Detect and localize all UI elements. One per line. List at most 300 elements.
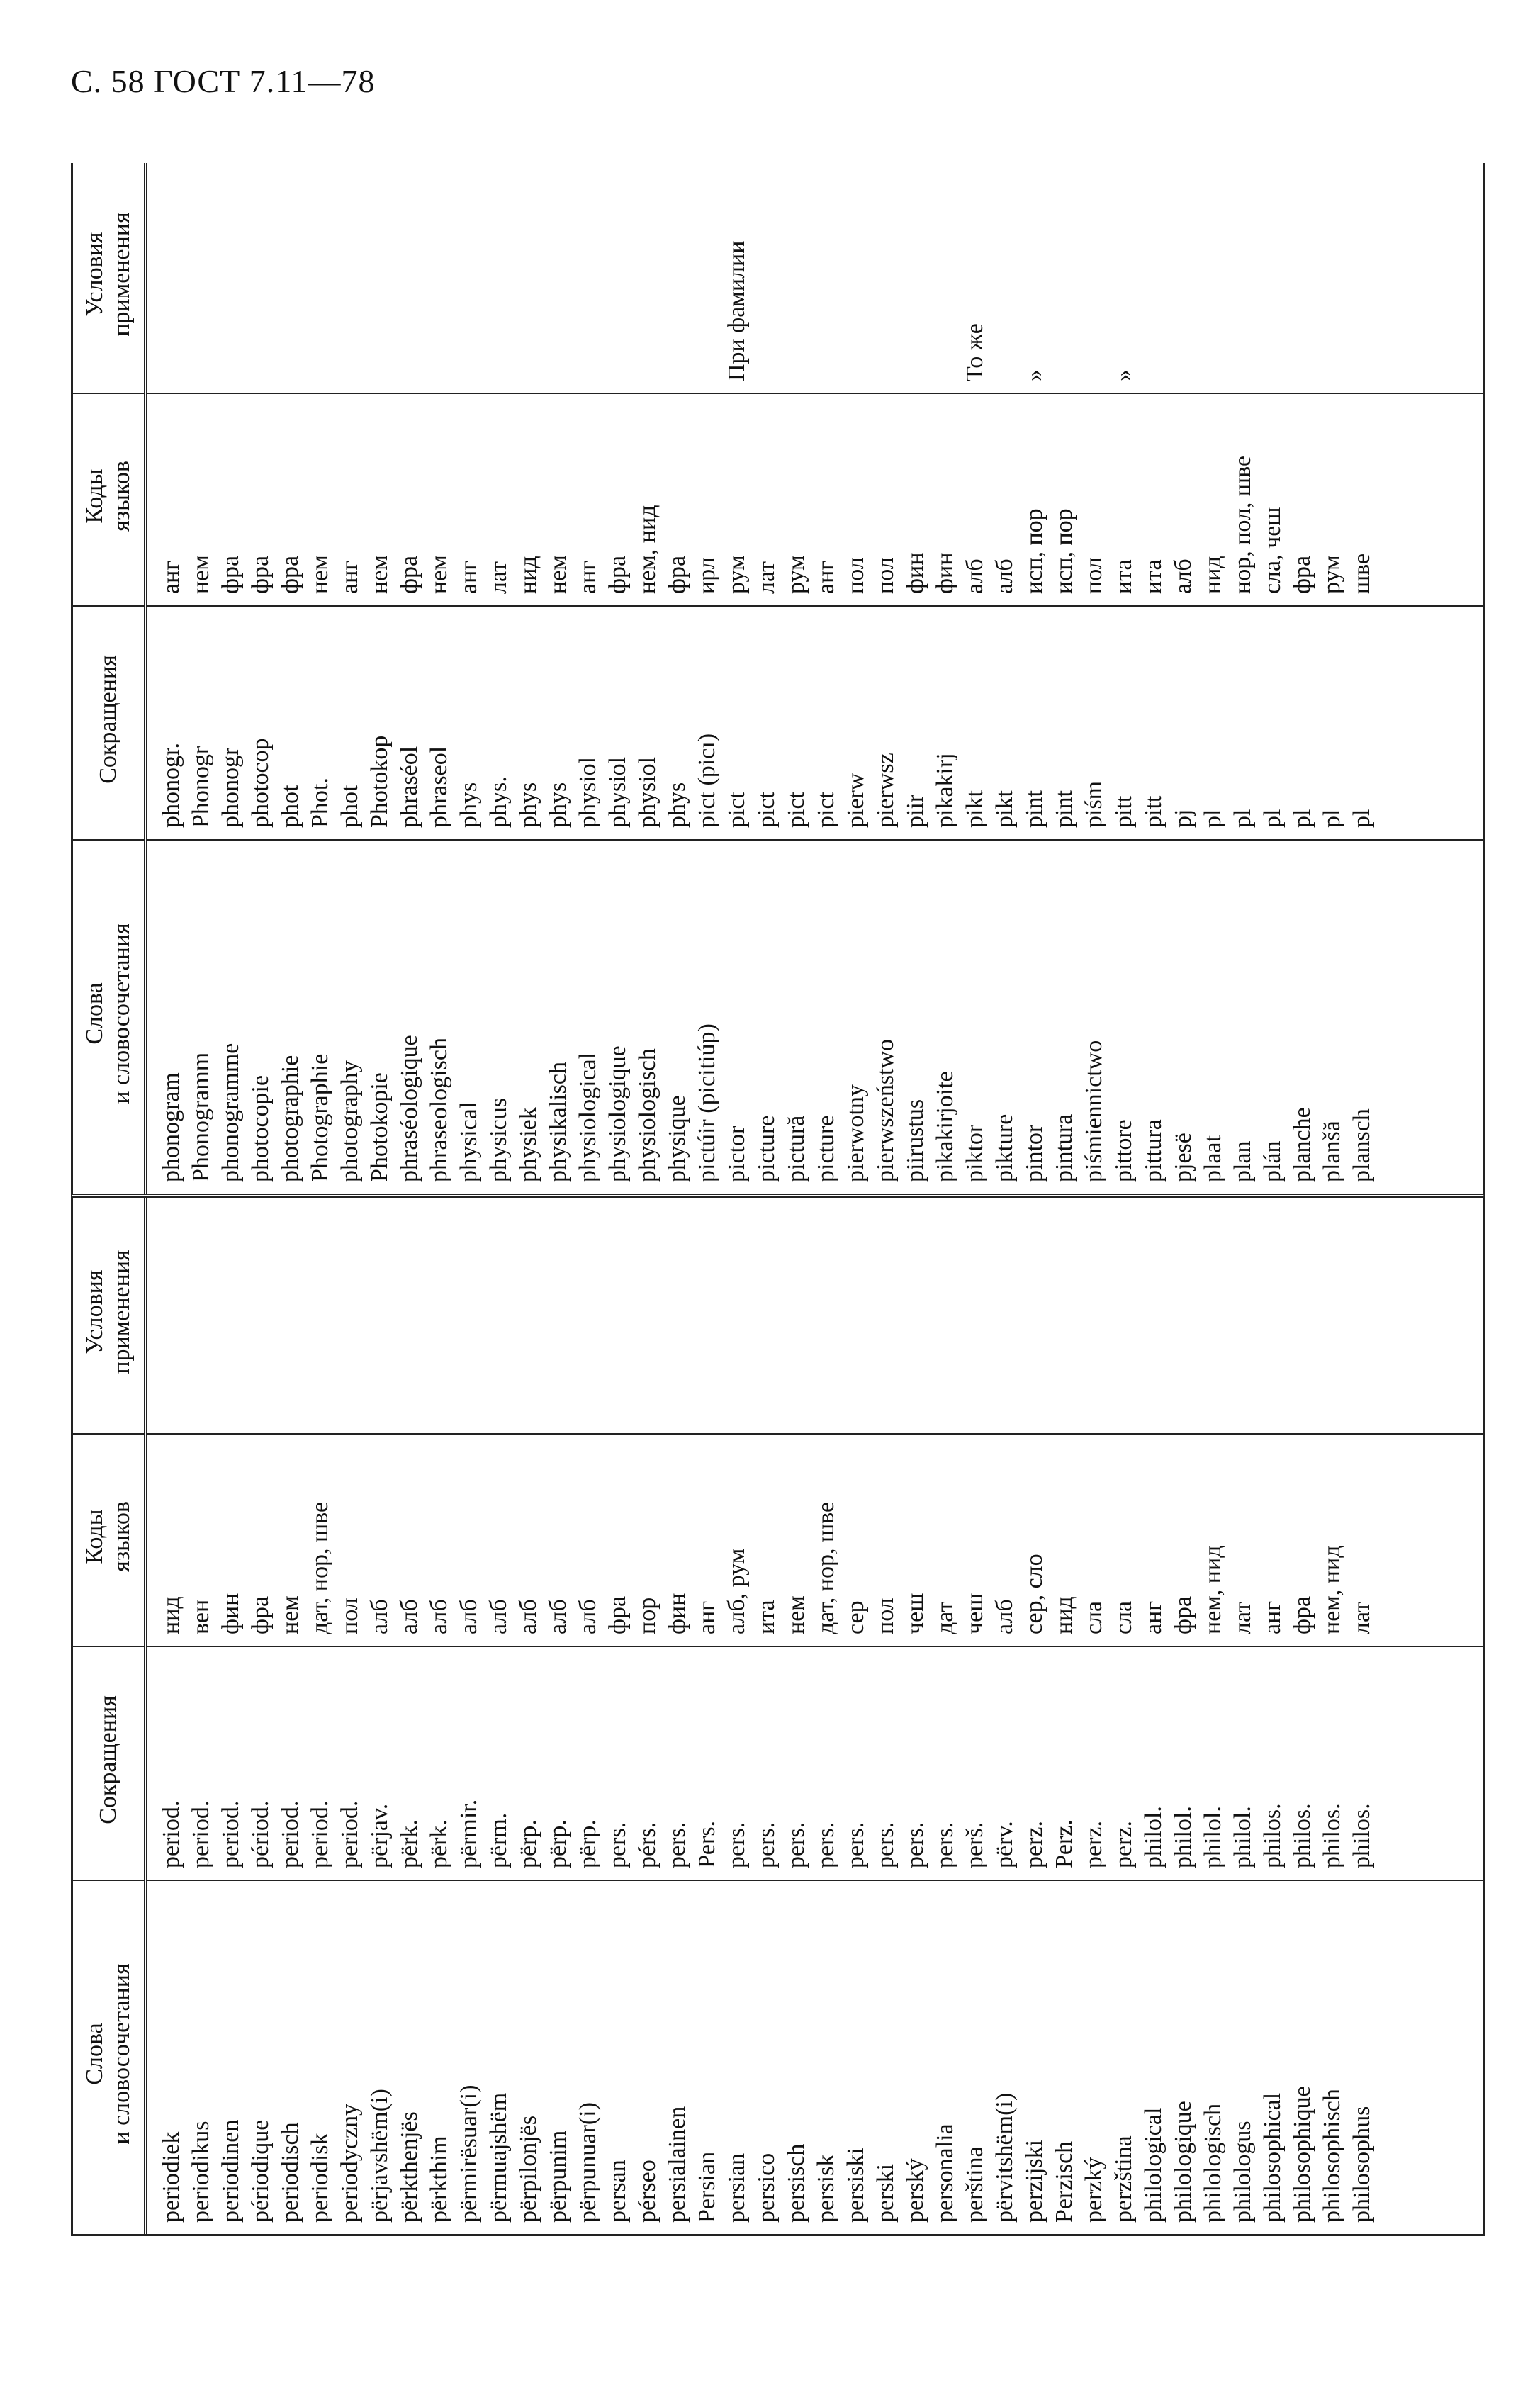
table-cell-code: дат [932, 1601, 958, 1634]
table-cell-abbr: perz. [1111, 1820, 1137, 1868]
table-cell-abbr: përm. [485, 1812, 512, 1868]
table-cell-cond [633, 163, 663, 381]
table-cell-code: сер [843, 1600, 869, 1634]
table-cell-cond [157, 163, 186, 381]
table-cell-code: нем [426, 555, 452, 594]
table-cell-code: алб [485, 1599, 512, 1634]
table-cell-word: periodikus [188, 2121, 214, 2223]
table-cell-code: анг [575, 560, 601, 594]
table-cell-abbr: përp. [545, 1819, 571, 1868]
table-cell-abbr: përp. [515, 1819, 541, 1868]
table-cell-abbr: pict [753, 792, 780, 828]
table-cell-code: фин [902, 552, 928, 594]
table-cell-word: philosophisch [1319, 2089, 1345, 2223]
col-words-right [147, 839, 1483, 1194]
table-cell-abbr: pikakirj [932, 753, 958, 828]
table-cell-code: ита [753, 1600, 780, 1634]
table-cell-abbr: perš. [962, 1821, 988, 1868]
table-cell-word: personalia [932, 2123, 958, 2223]
table-cell-code: сла [1111, 1600, 1137, 1634]
table-cell-cond [752, 1198, 782, 1422]
table-cell-cond [663, 1198, 692, 1422]
table-cell-abbr: perz. [1081, 1820, 1107, 1868]
col-conditions-right [147, 163, 1483, 393]
table-cell-word: phraséologique [396, 1035, 422, 1182]
table-cell-cond [603, 1198, 633, 1422]
table-cell-cond [1169, 163, 1198, 381]
table-cell-code: нем, нид [1319, 1545, 1345, 1634]
table-cell-cond [1198, 163, 1228, 381]
table-cell-code: пор [634, 1597, 661, 1634]
table-cell-abbr: Phonogr [188, 746, 214, 828]
table-cell-abbr: physiol [575, 756, 601, 828]
table-cell-word: photocopie [247, 1074, 274, 1182]
table-cell-word: planšă [1319, 1121, 1345, 1182]
table-cell-abbr: pl [1200, 809, 1226, 828]
table-cell-cond [514, 163, 544, 381]
table-cell-word: physical [456, 1101, 482, 1182]
table-cell-abbr: phot [277, 785, 303, 828]
table-cell-cond [573, 163, 603, 381]
table-cell-abbr: period. [337, 1800, 363, 1868]
table-cell-abbr: pint [1051, 790, 1077, 828]
table-cell-code: дат, нор, шве [813, 1501, 839, 1634]
table-cell-cond [1109, 1198, 1139, 1422]
table-cell-word: pittore [1111, 1119, 1137, 1182]
table-cell-cond [1347, 163, 1377, 381]
table-cell-code: анг [456, 560, 482, 594]
table-cell-code: нид [515, 556, 541, 594]
abbreviation-table [71, 163, 1485, 2236]
header-words: Слова и словосочетания [73, 1880, 144, 2234]
table-cell-code: нем [188, 555, 214, 594]
table-cell-cond [573, 1198, 603, 1422]
table-cell-cond [1258, 1198, 1288, 1422]
table-cell-word: periodisk [307, 2133, 333, 2223]
table-cell-cond [1139, 163, 1169, 381]
table-cell-code: вен [188, 1599, 214, 1634]
table-cell-abbr: Photokop [366, 735, 393, 828]
table-cell-cond [663, 163, 692, 381]
table-cell-word: persisk [813, 2154, 839, 2223]
table-cell-abbr: périod. [247, 1800, 274, 1868]
table-cell-abbr: piir [902, 794, 928, 828]
table-cell-cond [395, 1198, 425, 1422]
table-cell-word: përkthim [426, 2135, 452, 2223]
table-cell-cond [811, 163, 841, 381]
table-cell-cond [365, 163, 395, 381]
table-cell-word: physiek [515, 1107, 541, 1182]
table-cell-code: сер, сло [1021, 1554, 1047, 1634]
table-cell-abbr: philol. [1230, 1806, 1256, 1868]
table-cell-cond [365, 1198, 395, 1422]
table-cell-code: анг [694, 1600, 720, 1634]
table-cell-abbr: Perz. [1051, 1819, 1077, 1868]
table-cell-code: анг [1140, 1600, 1167, 1634]
table-cell-word: phonogramme [218, 1043, 244, 1182]
header-words: Слова и словосочетания [73, 839, 144, 1194]
table-cell-word: physicus [485, 1098, 512, 1182]
table-cell-word: perzký [1081, 2157, 1107, 2223]
col-abbreviations-right [147, 605, 1483, 839]
table-cell-word: physikalisch [545, 1062, 571, 1182]
table-cell-abbr: pikt [962, 790, 988, 828]
table-cell-word: perski [872, 2163, 899, 2223]
table-cell-code: фра [277, 555, 303, 594]
table-cell-abbr: pl [1230, 809, 1256, 828]
table-cell-cond: » [1021, 369, 1047, 381]
table-cell-abbr: perz. [1021, 1820, 1047, 1868]
table-cell-word: pictor [724, 1125, 750, 1182]
table-cell-cond [484, 163, 514, 381]
table-cell-cond [395, 163, 425, 381]
table-cell-word: pierwotny [843, 1084, 869, 1182]
table-cell-word: Persian [694, 2151, 720, 2223]
table-cell-abbr: pers. [843, 1821, 869, 1868]
table-cell-cond [276, 163, 305, 381]
table-cell-cond [692, 1198, 722, 1422]
table-cell-word: pintor [1021, 1124, 1047, 1182]
table-cell-word: përpunuar(i) [575, 2102, 601, 2223]
table-cell-cond [1258, 163, 1288, 381]
table-cell-cond [305, 163, 335, 381]
table-cell-cond [1288, 163, 1317, 381]
table-cell-abbr: phys [456, 782, 482, 828]
table-cell-word: persico [753, 2152, 780, 2223]
table-cell-word: perský [902, 2158, 928, 2223]
table-cell-abbr: period. [307, 1800, 333, 1868]
table-right-half [71, 163, 1485, 1198]
table-cell-cond [633, 1198, 663, 1422]
table-cell-cond [335, 163, 365, 381]
table-cell-cond [960, 1198, 990, 1422]
table-cell-code: фра [247, 1595, 274, 1634]
table-cell-code: сла [1081, 1600, 1107, 1634]
table-cell-word: pittura [1140, 1119, 1167, 1182]
table-cell-abbr: phys [664, 782, 690, 828]
table-cell-code: рум [724, 555, 750, 594]
table-cell-word: plansch [1349, 1108, 1375, 1182]
table-cell-code: нем, нид [634, 505, 661, 594]
table-cell-code: ита [1140, 559, 1167, 594]
header-abbreviations: Сокращения [73, 605, 144, 839]
table-cell-cond [1228, 163, 1258, 381]
table-cell-code: фин [932, 552, 958, 594]
table-cell-code: рум [783, 555, 809, 594]
table-cell-abbr: pers. [783, 1821, 809, 1868]
table-cell-word: përvitshëm(i) [991, 2092, 1018, 2223]
table-cell-code: ита [1111, 559, 1137, 594]
page-header: С. 58 ГОСТ 7.11—78 [71, 63, 376, 99]
table-cell-code: фра [1170, 1595, 1196, 1634]
table-cell-code: алб [575, 1599, 601, 1634]
table-cell-cond [454, 163, 484, 381]
table-cell-cond [722, 1198, 752, 1422]
table-cell-cond [425, 1198, 454, 1422]
table-cell-code: нем [545, 555, 571, 594]
table-cell-abbr: pitt [1111, 795, 1137, 828]
table-cell-cond [1347, 1198, 1377, 1422]
table-cell-code: фра [605, 1595, 631, 1634]
table-cell-word: perzština [1111, 2135, 1137, 2223]
table-cell-code: рум [1319, 555, 1345, 594]
table-cell-word: Perzisch [1051, 2140, 1077, 2223]
table-left-half [71, 1198, 1485, 2236]
table-cell-abbr: Phot. [307, 778, 333, 828]
table-cell-code: алб [456, 1599, 482, 1634]
table-cell-word: Photographie [307, 1053, 333, 1182]
table-cell-code: нем [277, 1595, 303, 1634]
table-cell-code: нем [783, 1595, 809, 1634]
table-cell-code: лат [1230, 1601, 1256, 1634]
table-cell-abbr: pl [1349, 809, 1375, 828]
table-cell-word: pictură [783, 1115, 809, 1182]
table-cell-code: алб, рум [724, 1548, 750, 1634]
table-cell-code: алб [991, 558, 1018, 594]
table-cell-word: philosophical [1259, 2092, 1286, 2223]
table-cell-cond [1139, 1198, 1169, 1422]
table-cell-code: нид [1200, 556, 1226, 594]
table-cell-word: physiological [575, 1052, 601, 1182]
table-cell-word: Phonogramm [188, 1052, 214, 1182]
table-cell-word: pintura [1051, 1113, 1077, 1182]
table-cell-abbr: pikt [991, 790, 1018, 828]
table-cell-word: persian [724, 2152, 750, 2223]
table-cell-word: picture [813, 1115, 839, 1182]
table-cell-code: лат [1349, 1601, 1375, 1634]
table-cell-code: нор, пол, шве [1230, 455, 1256, 594]
table-cell-abbr: philos. [1349, 1803, 1375, 1868]
table-cell-abbr: pict [724, 792, 750, 828]
table-cell-cond [1317, 163, 1347, 381]
table-header-left [73, 1198, 147, 2234]
table-cell-abbr: pers. [664, 1821, 690, 1868]
table-cell-cond [871, 163, 901, 381]
table-cell-word: përpilonjës [515, 2115, 541, 2223]
table-cell-abbr: pers. [813, 1821, 839, 1868]
table-cell-cond [276, 1198, 305, 1422]
table-cell-cond [1169, 1198, 1198, 1422]
table-cell-word: photographie [277, 1055, 303, 1182]
table-cell-code: нем [366, 555, 393, 594]
table-cell-abbr: philos. [1289, 1803, 1315, 1868]
table-cell-word: plan [1230, 1140, 1256, 1182]
table-cell-cond [216, 163, 246, 381]
table-cell-cond [841, 163, 871, 381]
table-cell-cond [1198, 1198, 1228, 1422]
table-cell-cond [811, 1198, 841, 1422]
table-cell-cond [1079, 1198, 1109, 1422]
table-cell-word: perština [962, 2146, 988, 2223]
table-cell-code: фра [247, 555, 274, 594]
table-cell-abbr: pl [1289, 809, 1315, 828]
table-cell-cond [841, 1198, 871, 1422]
table-cell-code: дат, нор, шве [307, 1501, 333, 1634]
table-cell-word: physiologisch [634, 1048, 661, 1182]
table-cell-cond [990, 1198, 1020, 1422]
table-cell-abbr: period. [158, 1800, 184, 1868]
table-cell-abbr: philol. [1200, 1806, 1226, 1868]
table-cell-code: сла, чеш [1259, 507, 1286, 594]
table-cell-abbr: philos. [1259, 1803, 1286, 1868]
table-cell-cond [454, 1198, 484, 1422]
table-cell-word: phraseologisch [426, 1038, 452, 1182]
table-cell-code: алб [515, 1599, 541, 1634]
table-cell-word: pikture [991, 1113, 1018, 1182]
table-cell-cond [901, 1198, 931, 1422]
table-cell-abbr: phraséol [396, 746, 422, 828]
table-cell-code: нид [1051, 1596, 1077, 1634]
table-cell-code: пол [1081, 557, 1107, 594]
table-cell-code: алб [426, 1599, 452, 1634]
table-cell-code: алб [545, 1599, 571, 1634]
table-cell-abbr: period. [188, 1800, 214, 1868]
table-cell-abbr: pj [1170, 809, 1196, 828]
header-abbreviations: Сокращения [73, 1646, 144, 1880]
table-cell-word: përpunim [545, 2130, 571, 2223]
table-cell-word: photography [337, 1060, 363, 1182]
table-cell-word: philosophique [1289, 2086, 1315, 2223]
table-cell-cond [1050, 163, 1079, 381]
table-cell-word: persiski [843, 2148, 869, 2223]
col-language-codes-right [147, 393, 1483, 605]
table-cell-code: шве [1349, 553, 1375, 594]
table-cell-word: plán [1259, 1140, 1286, 1182]
table-cell-cond [990, 163, 1020, 381]
table-cell-word: periodinen [218, 2119, 244, 2223]
table-cell-abbr: pers. [605, 1821, 631, 1868]
table-cell-word: perzijski [1021, 2139, 1047, 2223]
table-cell-word: përmirësuar(i) [456, 2084, 482, 2223]
table-cell-abbr: pict (picı) [694, 733, 720, 828]
table-cell-word: pierwszeństwo [872, 1038, 899, 1182]
table-cell-cond [514, 1198, 544, 1422]
col-conditions-left [147, 1198, 1483, 1433]
table-cell-abbr: pict [783, 792, 809, 828]
table-cell-cond [1288, 1198, 1317, 1422]
table-cell-abbr: philol. [1140, 1806, 1167, 1868]
table-cell-cond [335, 1198, 365, 1422]
table-cell-abbr: pint [1021, 790, 1047, 828]
table-cell-code: фра [218, 555, 244, 594]
table-cell-word: pjesë [1170, 1133, 1196, 1182]
table-cell-abbr: përk. [396, 1819, 422, 1868]
table-cell-abbr: pl [1259, 809, 1286, 828]
table-cell-word: periodisch [277, 2122, 303, 2223]
table-cell-code: пол [872, 557, 899, 594]
table-cell-code: нем [307, 555, 333, 594]
table-cell-cond: » [1111, 369, 1137, 381]
table-cell-code: пол [843, 557, 869, 594]
table-cell-code: анг [813, 560, 839, 594]
table-body-left [147, 1198, 1483, 2234]
table-cell-cond [246, 1198, 276, 1422]
table-cell-word: përmuajshëm [485, 2092, 512, 2223]
table-cell-cond [484, 1198, 514, 1422]
table-cell-word: plaat [1200, 1135, 1226, 1182]
table-cell-code: анг [1259, 1600, 1286, 1634]
table-cell-word: piktor [962, 1124, 988, 1182]
table-cell-abbr: phys [545, 782, 571, 828]
table-cell-abbr: phot [337, 785, 363, 828]
table-cell-word: périodique [247, 2119, 274, 2223]
table-cell-cond [782, 1198, 811, 1422]
table-cell-cond [1020, 1198, 1050, 1422]
table-cell-cond [544, 163, 573, 381]
table-cell-abbr: phys [515, 782, 541, 828]
table-cell-word: philological [1140, 2107, 1167, 2223]
table-header-right [73, 163, 147, 1194]
table-cell-code: фра [1289, 555, 1315, 594]
col-words-left [147, 1880, 1483, 2234]
table-cell-word: philologique [1170, 2101, 1196, 2223]
table-cell-cond [425, 163, 454, 381]
table-cell-code: нем, нид [1200, 1545, 1226, 1634]
table-cell-abbr: pitt [1140, 795, 1167, 828]
table-cell-abbr: Pers. [694, 1820, 720, 1868]
table-cell-code: фин [218, 1593, 244, 1634]
header-language-codes: Коды языков [73, 393, 144, 605]
table-cell-code: нид [158, 1596, 184, 1634]
table-cell-cond [782, 163, 811, 381]
table-cell-cond [1050, 1198, 1079, 1422]
table-cell-abbr: photocop [247, 738, 274, 828]
table-cell-abbr: pers. [932, 1821, 958, 1868]
table-cell-abbr: phys. [485, 776, 512, 828]
table-cell-code: фра [664, 555, 690, 594]
table-cell-word: philologus [1230, 2121, 1256, 2223]
table-cell-cond [305, 1198, 335, 1422]
table-cell-code: исп, пор [1021, 508, 1047, 594]
table-cell-code: анг [337, 560, 363, 594]
table-cell-cond [246, 163, 276, 381]
col-abbreviations-left [147, 1646, 1483, 1880]
table-cell-cond [157, 1198, 186, 1422]
table-cell-code: алб [366, 1599, 393, 1634]
table-body-right [147, 163, 1483, 1194]
table-cell-abbr: phonogr. [158, 743, 184, 828]
table-cell-code: лат [485, 561, 512, 594]
table-cell-abbr: philol. [1170, 1806, 1196, 1868]
table-cell-abbr: pers. [872, 1821, 899, 1868]
table-cell-cond [1079, 163, 1109, 381]
table-cell-code: пол [872, 1598, 899, 1634]
table-cell-code: алб [396, 1599, 422, 1634]
table-cell-cond [603, 163, 633, 381]
table-cell-code: алб [962, 558, 988, 594]
col-language-codes-left [147, 1433, 1483, 1646]
header-conditions: Условия применения [82, 1250, 135, 1374]
table-cell-abbr: pict [813, 792, 839, 828]
table-cell-code: алб [1170, 558, 1196, 594]
table-cell-abbr: përjav. [366, 1803, 393, 1868]
table-cell-code: фра [396, 555, 422, 594]
table-cell-cond [544, 1198, 573, 1422]
table-cell-word: physique [664, 1095, 690, 1182]
table-cell-code: анг [158, 560, 184, 594]
table-cell-abbr: përmir. [456, 1799, 482, 1868]
table-cell-cond [931, 1198, 960, 1422]
table-cell-cond [186, 1198, 216, 1422]
table-cell-code: ирл [694, 557, 720, 594]
table-cell-abbr: përk. [426, 1819, 452, 1868]
table-cell-cond [871, 1198, 901, 1422]
header-conditions: Условия применения [82, 212, 135, 337]
table-cell-abbr: physiol [634, 756, 661, 828]
table-cell-cond [931, 163, 960, 381]
table-cell-code: фин [664, 1593, 690, 1634]
table-cell-word: piśmiennictwo [1081, 1040, 1107, 1182]
